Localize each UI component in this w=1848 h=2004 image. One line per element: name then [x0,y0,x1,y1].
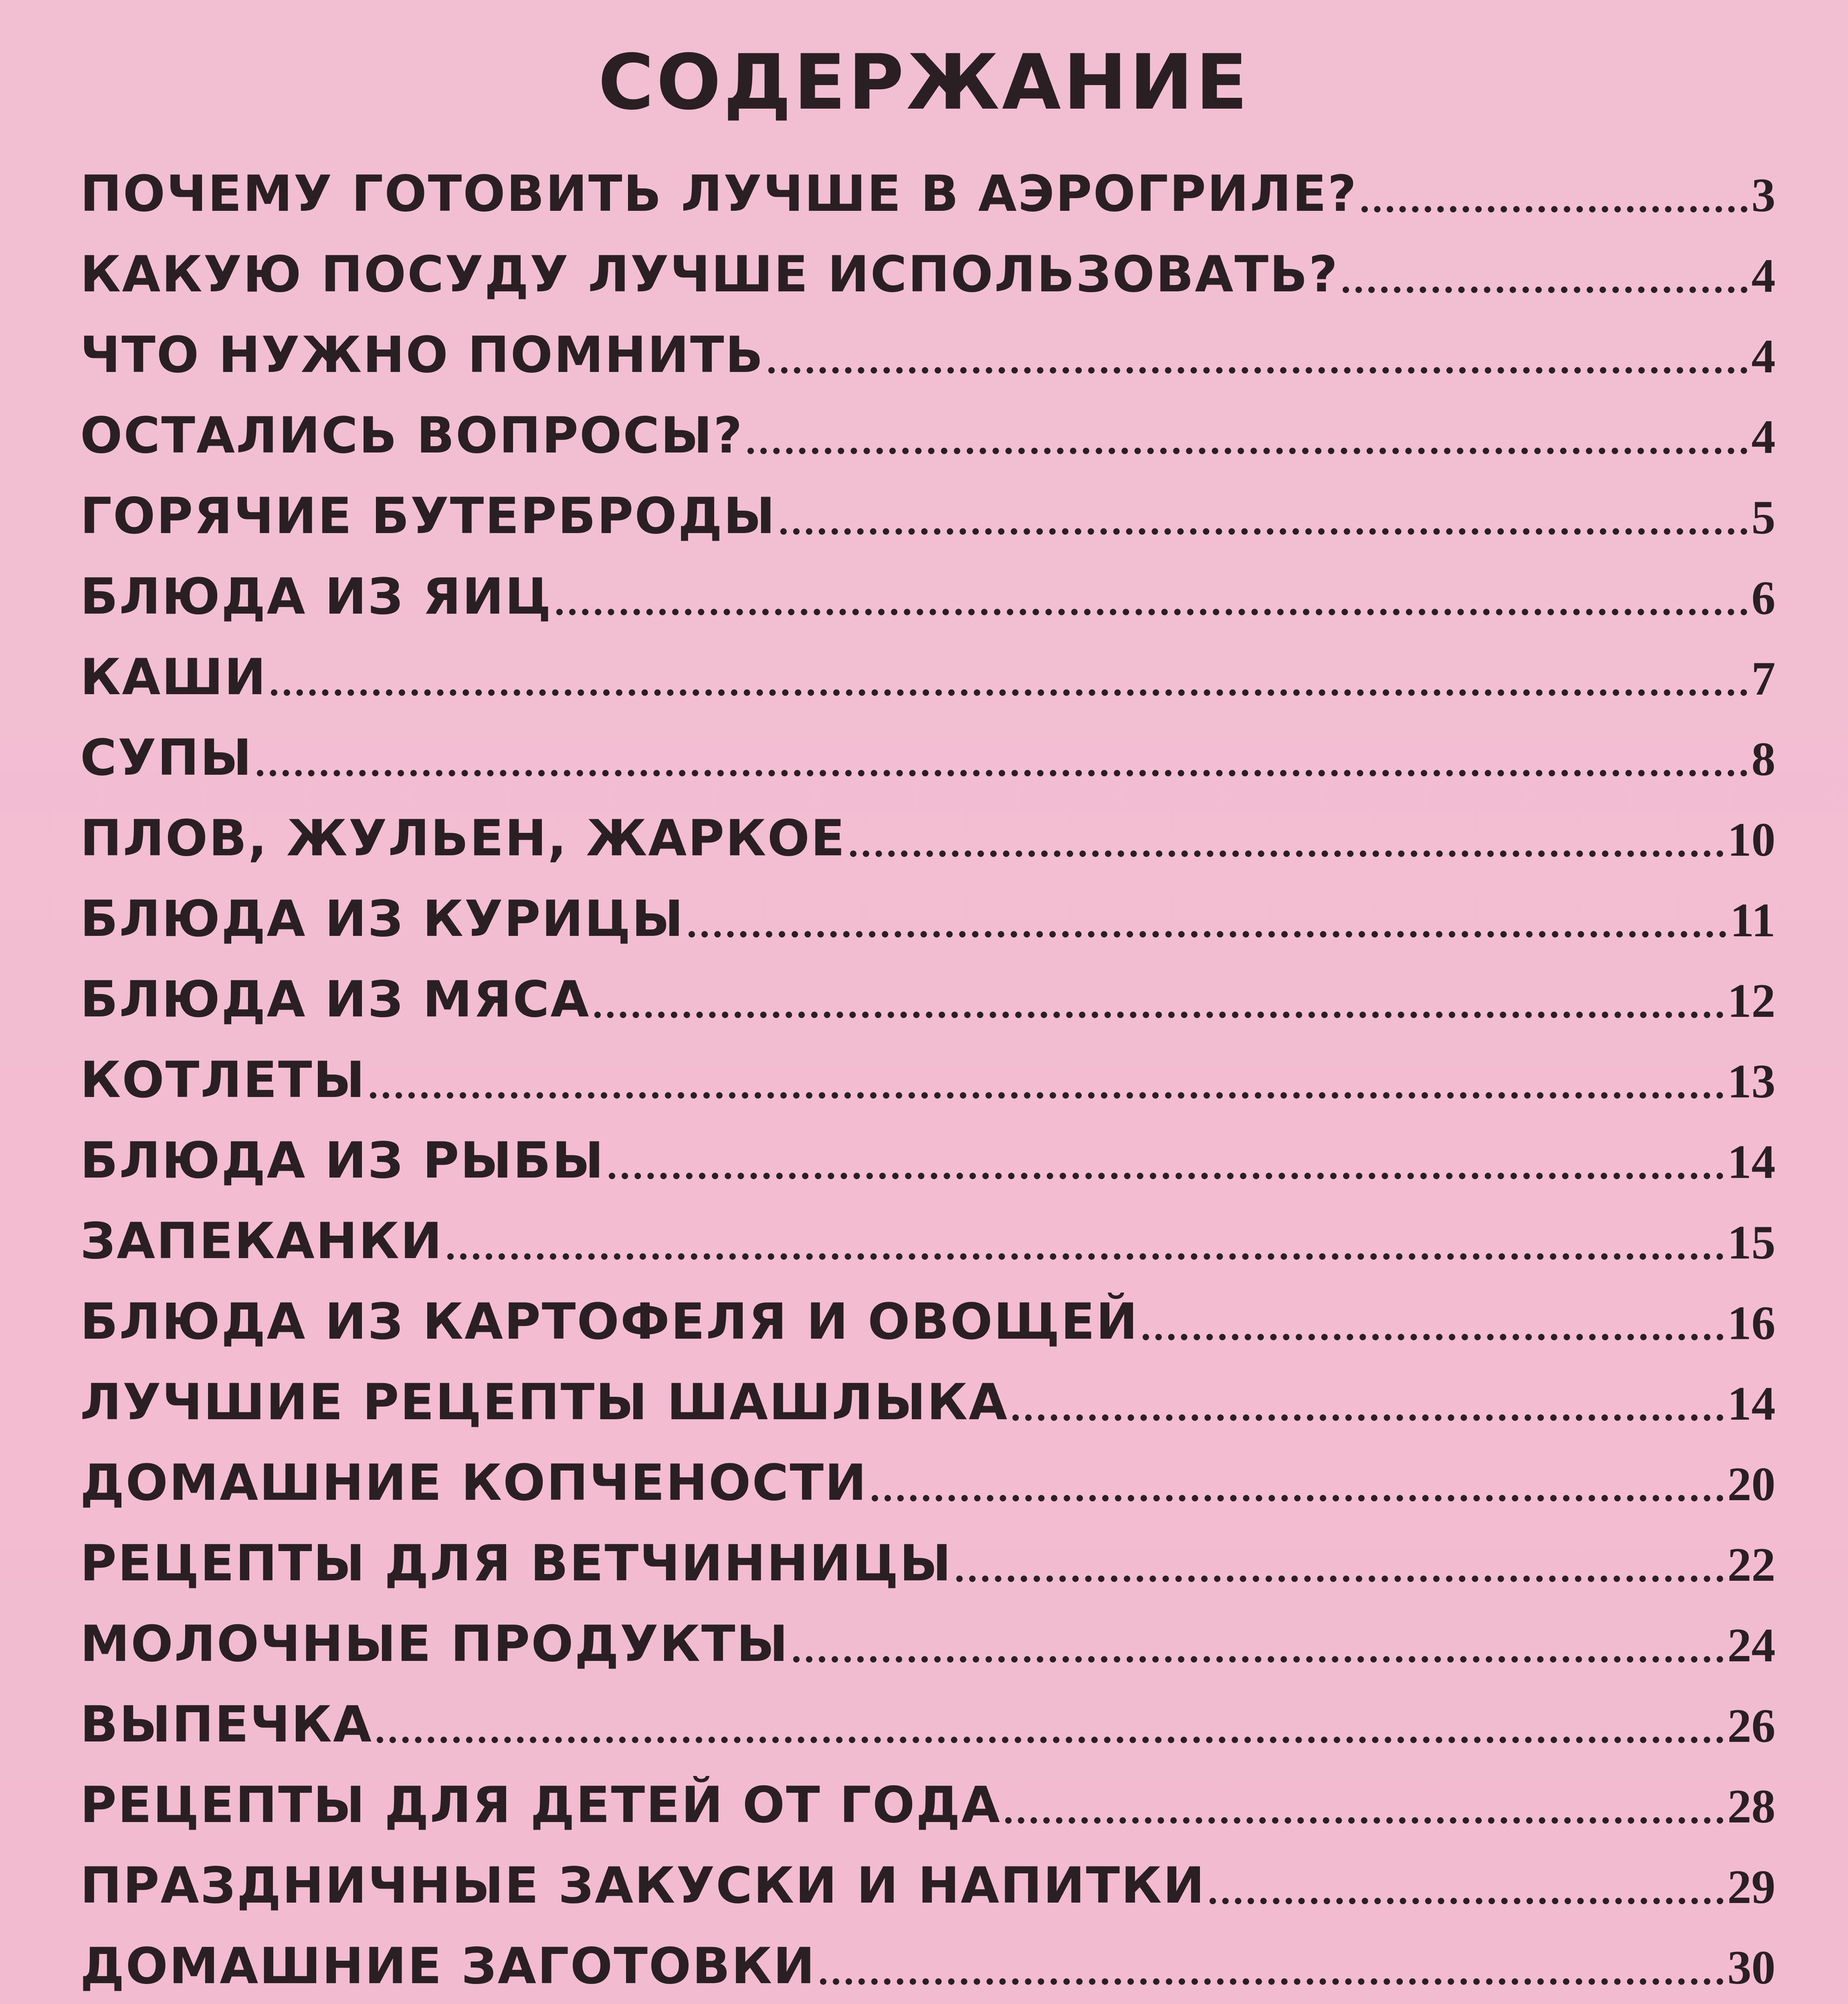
toc-entry [80,1431,1775,1512]
toc-entry-page: 22 [1727,1538,1775,1591]
toc-entry-title: ОСТАЛИСЬ ВОПРОСЫ? [80,407,743,465]
toc-dot-leader [747,448,1747,454]
toc-dot-leader [1143,1334,1723,1340]
toc-entry-title: ПРАЗДНИЧНЫЕ ЗАКУСКИ И НАПИТКИ [80,1857,1206,1915]
toc-entry-title: ЛУЧШИЕ РЕЦЕПТЫ ШАШЛЫКА [80,1374,1009,1431]
toc-entry-page: 26 [1727,1699,1775,1752]
toc-entry-page: 30 [1727,1941,1775,1994]
toc-dot-leader [956,1576,1723,1582]
toc-entry-page: 4 [1751,249,1775,302]
toc-dot-leader [850,850,1723,857]
toc-entry-page: 4 [1751,329,1775,383]
toc-entry [80,948,1775,1028]
toc-entry-page: 10 [1727,813,1775,866]
toc-entry-title: МОЛОЧНЫЕ ПРОДУКТЫ [80,1615,790,1673]
toc-entry [80,1995,1775,2004]
toc-entry-page: 20 [1727,1457,1775,1511]
toc-entry [80,1592,1775,1673]
toc-dot-leader [768,367,1747,374]
toc-entry-page: 8 [1751,732,1775,786]
toc-entry [80,1673,1775,1754]
toc-entry-page: 14 [1727,1135,1775,1188]
toc-entry-page: 24 [1727,1618,1775,1672]
toc-entry-title: ГОРЯЧИЕ БУТЕРБРОДЫ [80,487,776,545]
toc-entry-title: РЕЦЕПТЫ ДЛЯ ДЕТЕЙ ОТ ГОДА [80,1776,1001,1834]
toc-entry-page: 29 [1727,1860,1775,1913]
toc-entry-title: ДОМАШНИЕ ЗАГОТОВКИ [80,1937,816,1995]
toc-dot-leader [594,1012,1723,1018]
toc-entry [80,1109,1775,1190]
toc-dot-leader [1343,287,1747,293]
toc-entry [80,1028,1775,1109]
toc-dot-leader [689,931,1726,937]
toc-dot-leader [257,770,1747,776]
toc-entry-page: 28 [1727,1780,1775,1833]
toc-entry [80,1754,1775,1834]
toc-entry [80,867,1775,948]
toc-entry [80,1915,1775,1995]
toc-dot-leader [370,1092,1723,1099]
toc-entry-page: 6 [1751,571,1775,624]
toc-entry-page: 13 [1727,1055,1775,1108]
table-of-contents [80,142,1775,2004]
toc-entry-page: 7 [1751,652,1775,705]
toc-entry-page: 16 [1727,1296,1775,1349]
toc-dot-leader [1361,206,1747,212]
toc-entry-title: БЛЮДА ИЗ РЫБЫ [80,1132,605,1190]
toc-entry-title: ЗАПЕКАНКИ [80,1212,443,1270]
toc-entry [80,303,1775,384]
toc-dot-leader [872,1495,1723,1501]
toc-entry-page: 5 [1751,491,1775,544]
toc-entry [80,465,1775,545]
toc-entry-page: 15 [1727,1216,1775,1269]
toc-entry-page: 12 [1727,974,1775,1027]
toc-entry [80,1834,1775,1915]
toc-entry-page: 3 [1751,168,1775,222]
toc-entry [80,223,1775,303]
toc-dot-leader [1210,1898,1723,1904]
toc-entry-title: КАКУЮ ПОСУДУ ЛУЧШЕ ИСПОЛЬЗОВАТЬ? [80,246,1339,303]
toc-entry [80,1270,1775,1351]
toc-entry [80,545,1775,626]
toc-entry-title: КОТЛЕТЫ [80,1051,366,1109]
toc-dot-leader [793,1656,1723,1663]
toc-entry [80,626,1775,706]
toc-entry [80,384,1775,465]
toc-dot-leader [271,689,1747,696]
toc-dot-leader [447,1253,1723,1260]
toc-entry-title: СУПЫ [80,729,253,787]
toc-entry-title: ВЫПЕЧКА [80,1696,373,1754]
toc-entry-page: 11 [1730,893,1775,947]
toc-entry-title: ДОМАШНИЕ КОПЧЕНОСТИ [80,1454,868,1512]
toc-dot-leader [609,1173,1723,1179]
toc-entry-title: БЛЮДА ИЗ КУРИЦЫ [80,890,685,948]
toc-dot-leader [1005,1817,1723,1824]
toc-entry-title: БЛЮДА ИЗ ЯИЦ [80,568,552,626]
toc-entry [80,1351,1775,1431]
toc-dot-leader [377,1737,1723,1743]
toc-entry [80,1190,1775,1270]
toc-entry-title: ПЛОВ, ЖУЛЬЕН, ЖАРКОЕ [80,810,846,867]
toc-entry-title: БЛЮДА ИЗ МЯСА [80,971,590,1028]
page-title: СОДЕРЖАНИЕ [598,38,1250,127]
toc-entry-title: БЛЮДА ИЗ КАРТОФЕЛЯ И ОВОЩЕЙ [80,1293,1139,1351]
toc-dot-leader [1012,1414,1723,1421]
toc-entry-title: КАШИ [80,648,267,706]
toc-entry [80,142,1775,223]
toc-dot-leader [556,609,1747,615]
toc-entry-title: ЧТО НУЖНО ПОМНИТЬ [80,326,765,384]
toc-entry-title: ПОЧЕМУ ГОТОВИТЬ ЛУЧШЕ В АЭРОГРИЛЕ? [80,165,1358,223]
toc-entry [80,1512,1775,1592]
toc-entry [80,787,1775,867]
toc-entry [80,706,1775,787]
toc-dot-leader [820,1978,1723,1985]
toc-dot-leader [780,528,1747,535]
toc-entry-page: 4 [1751,410,1775,463]
toc-entry-title: РЕЦЕПТЫ ДЛЯ ВЕТЧИННИЦЫ [80,1535,953,1592]
toc-entry-page: 14 [1727,1377,1775,1430]
